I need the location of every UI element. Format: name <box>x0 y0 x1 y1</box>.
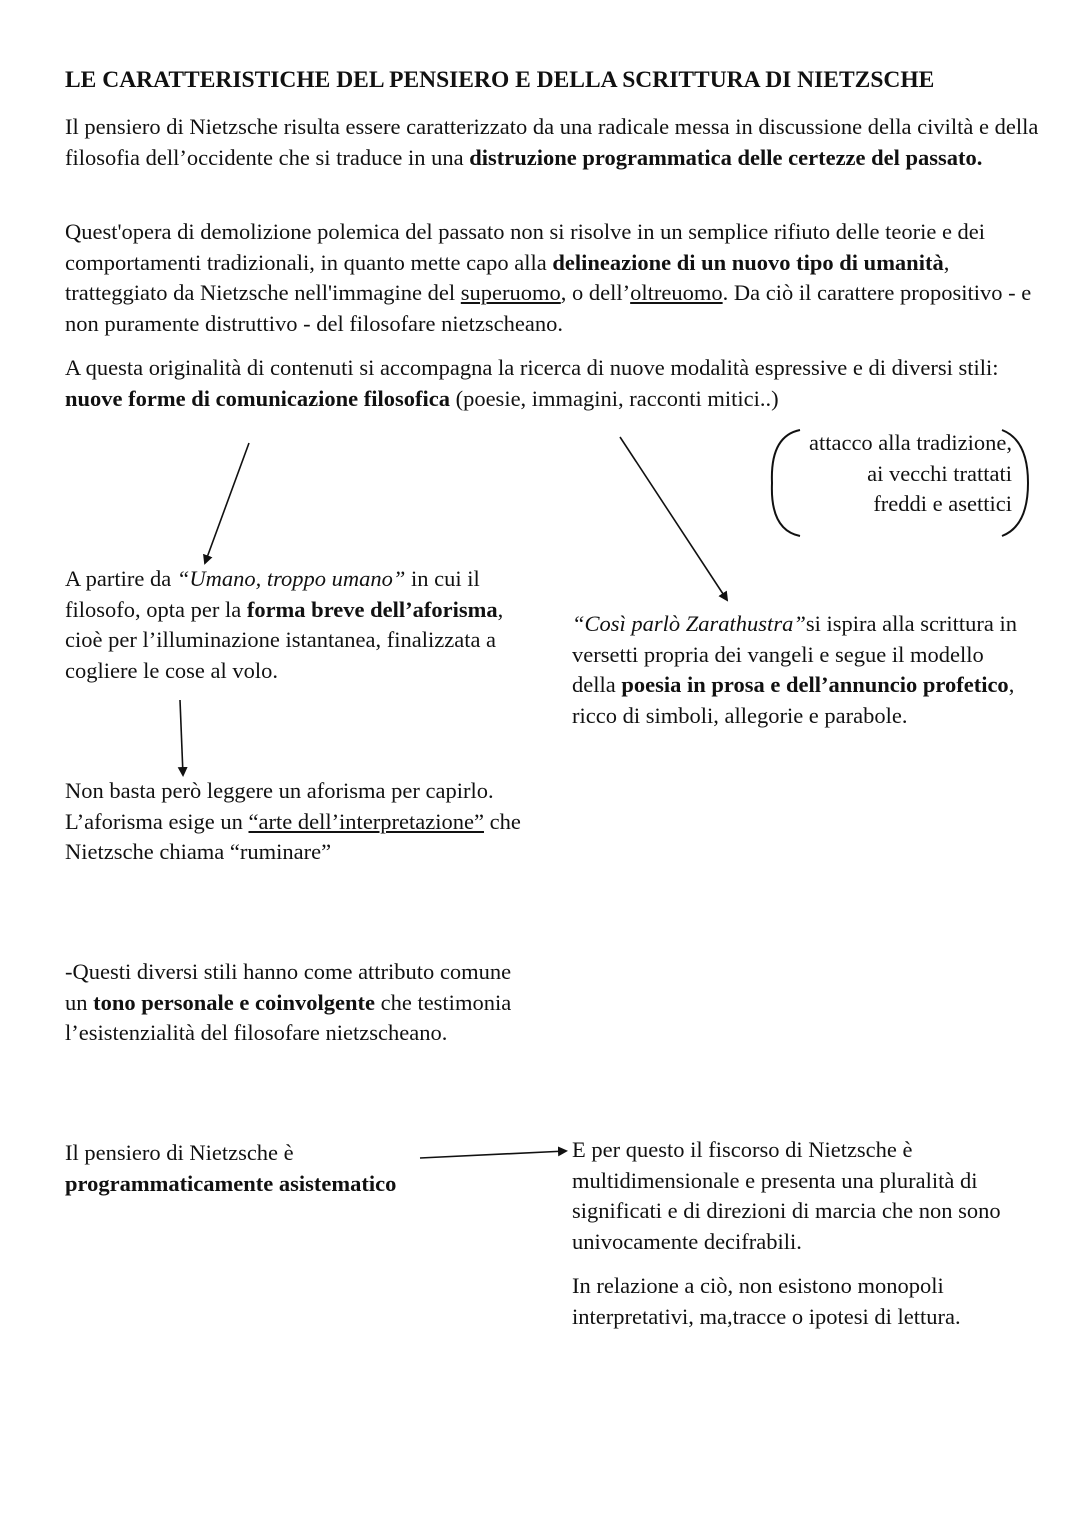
side-note-line: attacco alla tradizione, <box>808 430 1012 455</box>
text-run: si ispira alla scrittura in versetti propria dei vangeli e segue il modello della <box>572 611 1018 697</box>
text-run: A partire da <box>65 566 177 591</box>
text-run: Non basta però leggere un aforisma per capirlo. L’aforisma esige un <box>65 778 494 834</box>
text-run: , cioè per l’illuminazione istantanea, finalizzata a cogliere le cose al volo. <box>65 596 504 683</box>
interpretation-block <box>65 776 525 868</box>
side-note-bracketed <box>770 428 1030 538</box>
bold-run: tono personale e coinvolgente <box>93 989 375 1015</box>
italic-run: “Umano, troppo umano” <box>176 566 406 591</box>
text-run: A questa originalità di contenuti si accompagna la ricerca di nuove modalità espressive e di diversi stili: <box>65 355 999 380</box>
side-note-line: ai vecchi trattati <box>867 460 1012 486</box>
underlined-run: “arte dell’interpretazione” <box>248 808 484 834</box>
demolition-paragraph <box>65 217 1055 339</box>
arrow-to-zarathustra <box>620 437 727 600</box>
text-run: (poesie, immagini, racconti mitici..) <box>449 385 779 411</box>
underlined-run: oltreuomo <box>630 280 723 305</box>
bold-run: nuove forme di comunicazione filosofica <box>65 385 450 411</box>
page-title: LE CARATTERISTICHE DEL PENSIERO E DELLA SCRITTURA DI NIETZSCHE <box>65 67 935 93</box>
text-run: . Da ciò il carattere propositivo - e non puramente distruttivo - del filosofare nietzscheano. <box>65 280 1032 336</box>
multidimensional-block: E per questo il fiscorso di Nietzsche è multidimensionale e presenta una pluralità di significati e di direzioni di marcia che non sono univocamente decifrabili. <box>572 1137 1001 1254</box>
aphorism-block <box>65 564 525 686</box>
text-run: , ricco di simboli, allegorie e parabole. <box>572 672 1015 728</box>
personal-tone-block <box>65 957 525 1049</box>
text-run: che Nietzsche chiama “ruminare” <box>65 808 521 864</box>
bold-run: programmaticamente asistematico <box>65 1170 397 1196</box>
text-run: Il pensiero di Nietzsche risulta essere caratterizzato da una radicale messa in discussione della civiltà e della filosofia dell’occidente che si traduce in una <box>65 114 1039 170</box>
text-run: , tratteggiato da Nietzsche nell'immagine del <box>65 249 950 305</box>
underlined-run: superuomo <box>460 280 561 305</box>
arrow-to-interpretation <box>180 700 183 775</box>
text-run: in cui il filosofo, opta per la <box>65 566 480 622</box>
interpretation-conclusion-block: In relazione a ciò, non esistono monopoli interpretativi, ma,tracce o ipotesi di lettura. <box>572 1273 961 1329</box>
styles-paragraph <box>65 353 1055 414</box>
bold-run: distruzione programmatica delle certezze del passato. <box>469 144 983 170</box>
zarathustra-block <box>572 609 1032 731</box>
side-note-line: freddi e asettici <box>873 491 1012 516</box>
text-run: che testimonia l’esistenzialità del filosofare nietzscheano. <box>65 989 512 1045</box>
side-note-text <box>809 428 1012 520</box>
text-run: , o dell’ <box>560 280 631 305</box>
bold-run: delineazione di un nuovo tipo di umanità <box>552 249 944 275</box>
bold-run: poesia in prosa e dell’annuncio profetico <box>621 672 1009 697</box>
asystematic-block <box>65 1138 465 1199</box>
arrow-to-aphorism <box>205 443 249 563</box>
text-run: Il pensiero di Nietzsche è <box>65 1140 294 1165</box>
bold-run: forma breve dell’aforisma <box>246 596 498 622</box>
intro-paragraph <box>65 112 1055 173</box>
italic-run: “Così parlò Zarathustra” <box>572 611 806 636</box>
text-run: Quest'opera di demolizione polemica del passato non si risolve in un semplice rifiuto delle teorie e dei comportamenti tradizionali, in quanto mette capo alla <box>65 219 986 275</box>
text-run: -Questi diversi stili hanno come attributo comune un <box>65 959 512 1015</box>
